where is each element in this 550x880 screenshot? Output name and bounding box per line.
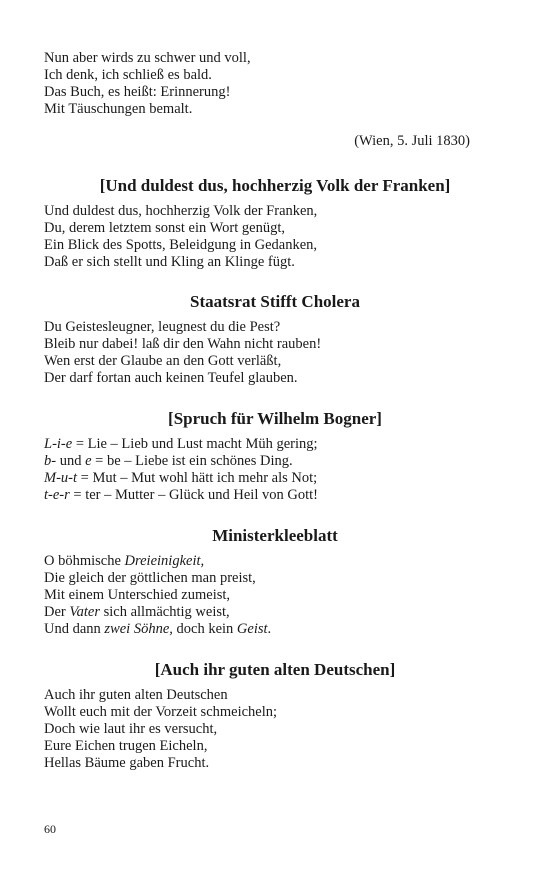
poem-title-cholera: Staatsrat Stifft Cholera <box>190 292 360 311</box>
verse-text: . <box>267 621 272 637</box>
verse-line: Hellas Bäume gaben Frucht. <box>44 755 210 771</box>
italic-word: b- <box>44 453 57 469</box>
verse-line: Wen erst der Glaube an den Gott verläßt, <box>44 353 282 369</box>
poem-franken <box>44 203 514 271</box>
poem-title-bogner: [Spruch für Wilhelm Bogner] <box>168 409 382 428</box>
italic-word: L-i-e <box>44 436 73 452</box>
verse-text: und <box>56 453 86 469</box>
poem-kleeblatt <box>44 553 514 638</box>
poem-title-kleeblatt: Ministerkleeblatt <box>212 526 338 545</box>
verse-line <box>44 453 514 470</box>
poem-date: (Wien, 5. Juli 1830) <box>354 133 470 149</box>
verse-line: Doch wie laut ihr es versucht, <box>44 721 218 737</box>
page-number: 60 <box>44 822 56 836</box>
stanza-continuation <box>44 50 514 118</box>
italic-word: e <box>85 453 92 469</box>
verse-text: O böhmische <box>44 553 125 569</box>
verse-line: Auch ihr guten alten Deutschen <box>44 687 228 703</box>
verse-text: = ter – Mutter – Glück und Heil von Gott! <box>69 487 318 503</box>
verse-line <box>44 621 514 638</box>
verse-line: Mit einem Unterschied zumeist, <box>44 587 231 603</box>
verse-line: Daß er sich stellt und Kling an Klinge fügt. <box>44 254 295 270</box>
verse-text: = Lie – Lieb und Lust macht Müh gering; <box>72 436 318 452</box>
verse-text: sich allmächtig weist, <box>99 604 230 620</box>
italic-word: M-u-t <box>44 470 78 486</box>
poem-bogner <box>44 436 514 504</box>
verse-line: Und duldest dus, hochherzig Volk der Franken, <box>44 203 318 219</box>
verse-line: Das Buch, es heißt: Erinnerung! <box>44 84 231 100</box>
verse-line <box>44 470 514 487</box>
italic-word: Vater <box>69 604 100 620</box>
italic-word: zwei Söhne, <box>104 621 173 637</box>
italic-word: t-e-r <box>44 487 70 503</box>
verse-line: Die gleich der göttlichen man preist, <box>44 570 256 586</box>
italic-word: Geist <box>236 621 268 637</box>
verse-line: Eure Eichen trugen Eicheln, <box>44 738 208 754</box>
poem-deutschen <box>44 687 514 772</box>
verse-line <box>44 604 514 621</box>
verse-line: Bleib nur dabei! laß dir den Wahn nicht rauben! <box>44 336 322 352</box>
verse-line <box>44 436 514 453</box>
verse-line <box>44 487 514 504</box>
verse-line: Du Geistesleugner, leugnest du die Pest? <box>44 319 281 335</box>
poem-cholera <box>44 319 514 387</box>
verse-text: Der <box>44 604 70 620</box>
verse-line: Ein Blick des Spotts, Beleidgung in Gedanken, <box>44 237 318 253</box>
verse-line: Wollt euch mit der Vorzeit schmeicheln; <box>44 704 278 720</box>
verse-text: = be – Liebe ist ein schönes Ding. <box>91 453 293 469</box>
verse-line: Mit Täuschungen bemalt. <box>44 101 193 117</box>
verse-text: = Mut – Mut wohl hätt ich mehr als Not; <box>77 470 318 486</box>
verse-text: doch kein <box>172 621 237 637</box>
poem-title-deutschen: [Auch ihr guten alten Deutschen] <box>154 660 396 679</box>
verse-line: Ich denk, ich schließ es bald. <box>44 67 212 83</box>
verse-line: Du, derem letztem sonst ein Wort genügt, <box>44 220 285 236</box>
verse-line: Nun aber wirds zu schwer und voll, <box>44 50 251 66</box>
poem-title-franken: [Und duldest dus, hochherzig Volk der Franken] <box>99 176 451 195</box>
verse-line <box>44 553 514 570</box>
verse-line: Der darf fortan auch keinen Teufel glauben. <box>44 370 298 386</box>
italic-word: Dreieinigkeit, <box>124 553 205 569</box>
verse-text: Und dann <box>44 621 105 637</box>
